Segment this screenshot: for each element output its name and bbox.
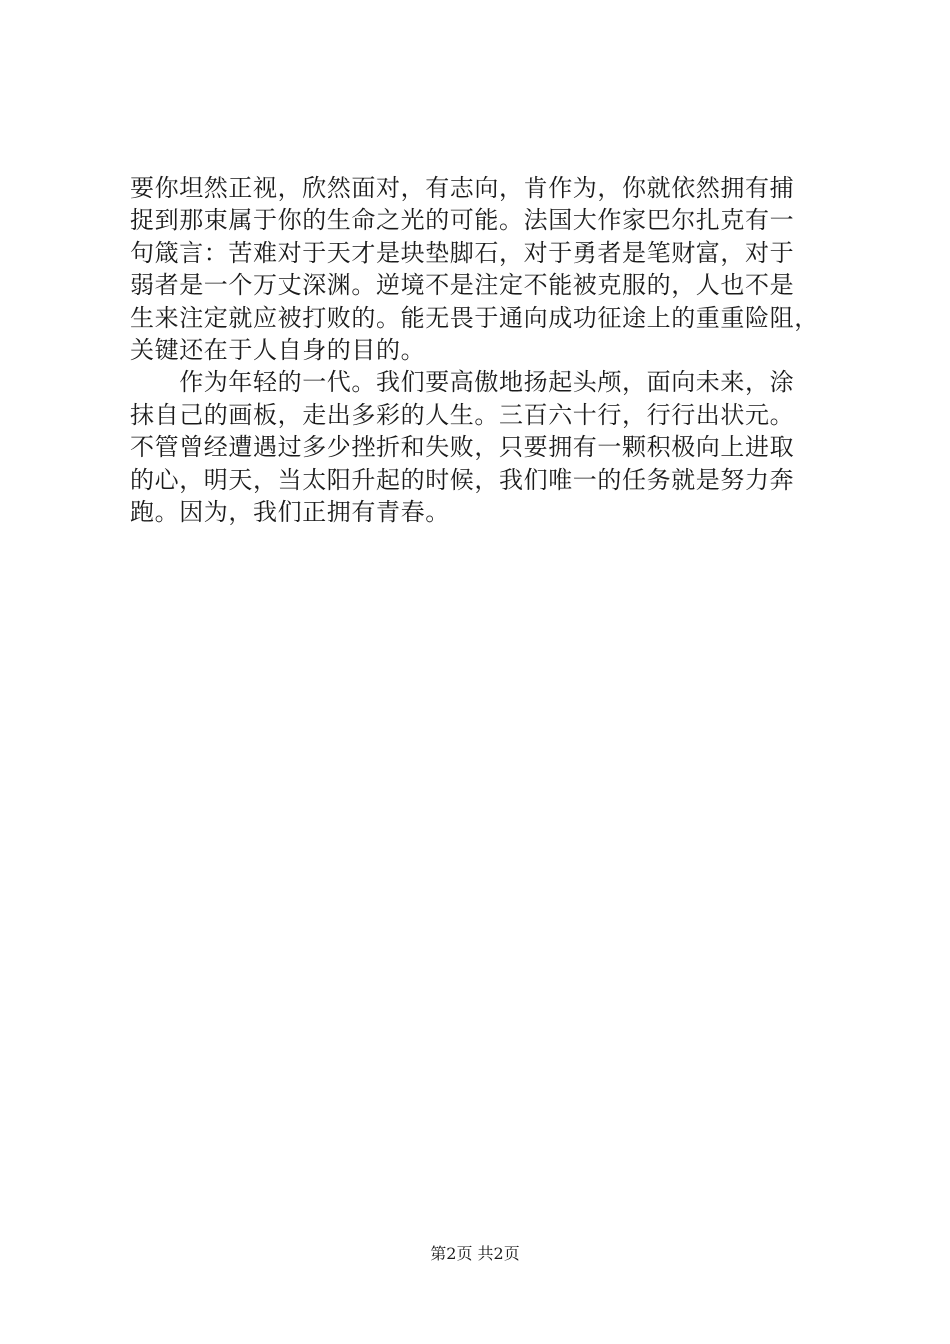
text-line: 捉到那束属于你的生命之光的可能。法国大作家巴尔扎克有一 <box>130 206 795 235</box>
text-line: 的心，明天，当太阳升起的时候，我们唯一的任务就是努力奔 <box>130 465 795 494</box>
text-line: 跑。因为，我们正拥有青春。 <box>130 497 450 526</box>
text-line: 要你坦然正视，欣然面对，有志向，肯作为，你就依然拥有捕 <box>130 174 795 202</box>
text-line: 作为年轻的一代。我们要高傲地扬起头颅，面向未来，涂 <box>130 368 795 397</box>
text-line: 抹自己的画板，走出多彩的人生。三百六十行，行行出状元。 <box>130 400 795 429</box>
text-line: 关键还在于人自身的目的。 <box>130 335 426 364</box>
text-line: 句箴言：苦难对于天才是块垫脚石，对于勇者是笔财富，对于 <box>130 238 795 267</box>
body-text <box>130 172 830 528</box>
text-line: 不管曾经遭遇过多少挫折和失败，只要拥有一颗积极向上进取 <box>130 433 795 462</box>
text-line: 弱者是一个万丈深渊。逆境不是注定不能被克服的，人也不是 <box>130 271 795 300</box>
page-footer: 第2页 共2页 <box>430 1244 520 1263</box>
text-line: 生来注定就应被打败的。能无畏于通向成功征途上的重重险阻， <box>130 303 819 332</box>
